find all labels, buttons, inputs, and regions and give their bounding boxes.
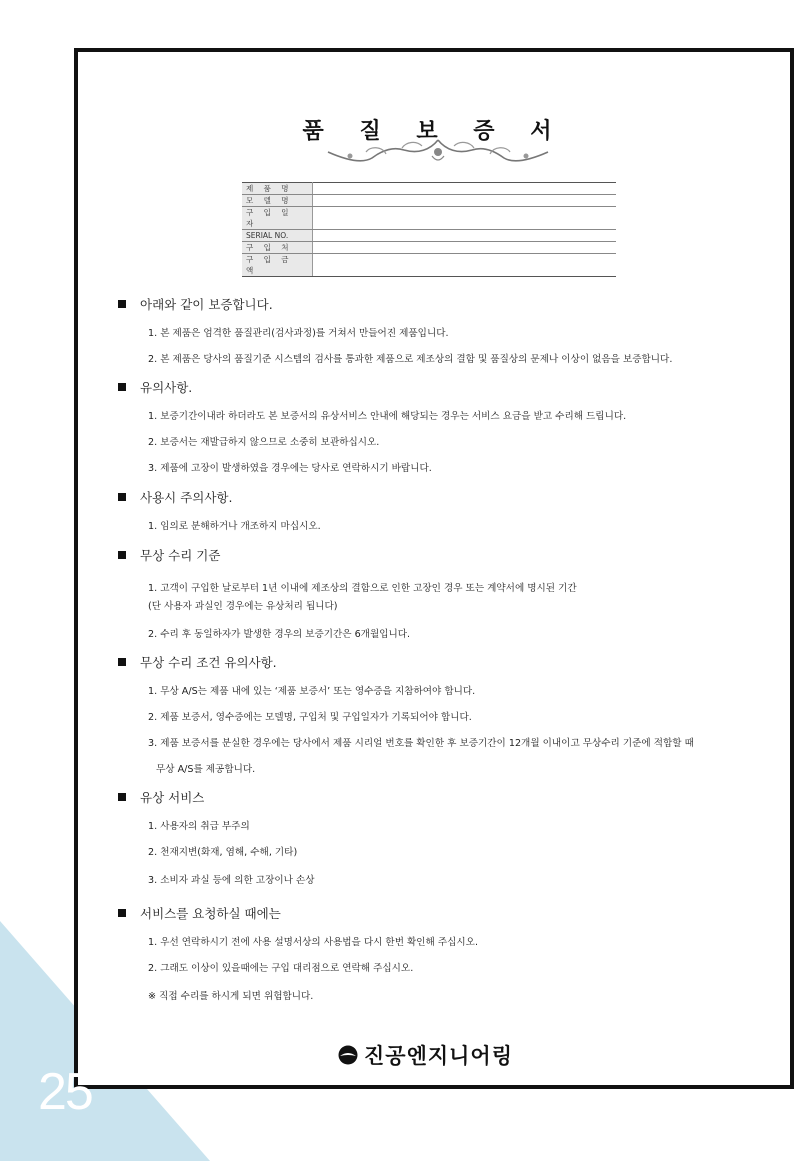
row-label: 구 입 처 (242, 242, 313, 254)
heading-text: 유의사항. (140, 380, 193, 395)
company-mark-icon (338, 1045, 358, 1065)
list-item: 1. 고객이 구입한 날로부터 1년 이내에 제조상의 결함으로 인한 고장인 경우 또는 계약서에 명시된 기간 (148, 583, 577, 594)
square-bullet-icon (118, 909, 126, 917)
list-item: 2. 천재지변(화재, 염해, 수해, 기타) (148, 847, 298, 858)
table-row (242, 230, 616, 242)
list-item: 3. 제품 보증서를 분실한 경우에는 당사에서 제품 시리얼 번호를 확인한 후 보증기간이 12개월 이내이고 무상수리 기준에 적합할 때 (148, 738, 694, 749)
row-label: 구 입 일 자 (242, 207, 313, 230)
section-heading (118, 295, 273, 313)
section-heading (118, 904, 281, 922)
row-label: 모 델 명 (242, 195, 313, 207)
row-value (313, 195, 617, 207)
ornament-divider-icon (322, 136, 554, 166)
company-name: 진공엔지니어링 (364, 1044, 514, 1068)
document-title: 품 질 보 증 서 (302, 119, 566, 144)
heading-text: 무상 수리 기준 (140, 548, 221, 563)
company-logo (338, 1040, 513, 1070)
list-item: 1. 무상 A/S는 제품 내에 있는 ‘제품 보증서’ 또는 영수증을 지참하여야 합니다. (148, 686, 476, 697)
list-item: 2. 수리 후 동일하자가 발생한 경우의 보증기간은 6개월입니다. (148, 629, 411, 640)
list-item: 2. 본 제품은 당사의 품질기준 시스템의 검사를 통과한 제품으로 제조상의 결함 및 품질상의 문제나 이상이 없음을 보증합니다. (148, 354, 673, 365)
list-item: 3. 소비자 과실 등에 의한 고장이나 손상 (148, 875, 315, 886)
row-label: SERIAL NO. (242, 230, 313, 242)
list-item: 1. 본 제품은 엄격한 품질관리(검사과정)를 거쳐서 만들어진 제품입니다. (148, 328, 449, 339)
heading-text: 유상 서비스 (140, 790, 205, 805)
section-heading (118, 488, 232, 506)
section-heading (118, 788, 204, 806)
list-item: ※ 직접 수리를 하시게 되면 위험합니다. (148, 991, 314, 1002)
heading-text: 사용시 주의사항. (140, 490, 233, 505)
list-item: 3. 제품에 고장이 발생하였을 경우에는 당사로 연락하시기 바랍니다. (148, 463, 432, 474)
list-item: 2. 보증서는 재발급하지 않으므로 소중히 보관하십시오. (148, 437, 380, 448)
row-label: 제 품 명 (242, 183, 313, 195)
section-heading (118, 546, 220, 564)
row-value (313, 230, 617, 242)
heading-text: 아래와 같이 보증합니다. (140, 297, 273, 312)
table-row (242, 242, 616, 254)
row-value (313, 183, 617, 195)
list-item: 1. 임의로 분해하거나 개조하지 마십시오. (148, 521, 321, 532)
section-heading (118, 653, 277, 671)
square-bullet-icon (118, 793, 126, 801)
square-bullet-icon (118, 493, 126, 501)
page-number: 25 (38, 1063, 92, 1121)
product-info-table (242, 182, 616, 277)
square-bullet-icon (118, 551, 126, 559)
square-bullet-icon (118, 383, 126, 391)
section-heading (118, 378, 192, 396)
list-item: (단 사용자 과실인 경우에는 유상처리 됩니다) (148, 601, 338, 612)
square-bullet-icon (118, 658, 126, 666)
heading-text: 무상 수리 조건 유의사항. (140, 655, 277, 670)
table-row (242, 207, 616, 230)
list-item: 1. 우선 연락하시기 전에 사용 설명서상의 사용법을 다시 한번 확인해 주십시오. (148, 937, 478, 948)
row-label: 구 입 금 액 (242, 254, 313, 277)
heading-text: 서비스를 요청하실 때에는 (140, 906, 281, 921)
table-row (242, 183, 616, 195)
list-item: 무상 A/S를 제공합니다. (156, 764, 256, 775)
list-item: 2. 그래도 이상이 있을때에는 구입 대리점으로 연락해 주십시오. (148, 963, 414, 974)
table-row (242, 195, 616, 207)
row-value (313, 207, 617, 230)
table-row (242, 254, 616, 277)
warranty-document (74, 48, 794, 1089)
list-item: 1. 사용자의 취급 부주의 (148, 821, 250, 832)
row-value (313, 254, 617, 277)
row-value (313, 242, 617, 254)
list-item: 1. 보증기간이내라 하더라도 본 보증서의 유상서비스 안내에 해당되는 경우는 서비스 요금을 받고 수리해 드립니다. (148, 411, 627, 422)
list-item: 2. 제품 보증서, 영수증에는 모델명, 구입처 및 구입일자가 기록되어야 합니다. (148, 712, 472, 723)
square-bullet-icon (118, 300, 126, 308)
